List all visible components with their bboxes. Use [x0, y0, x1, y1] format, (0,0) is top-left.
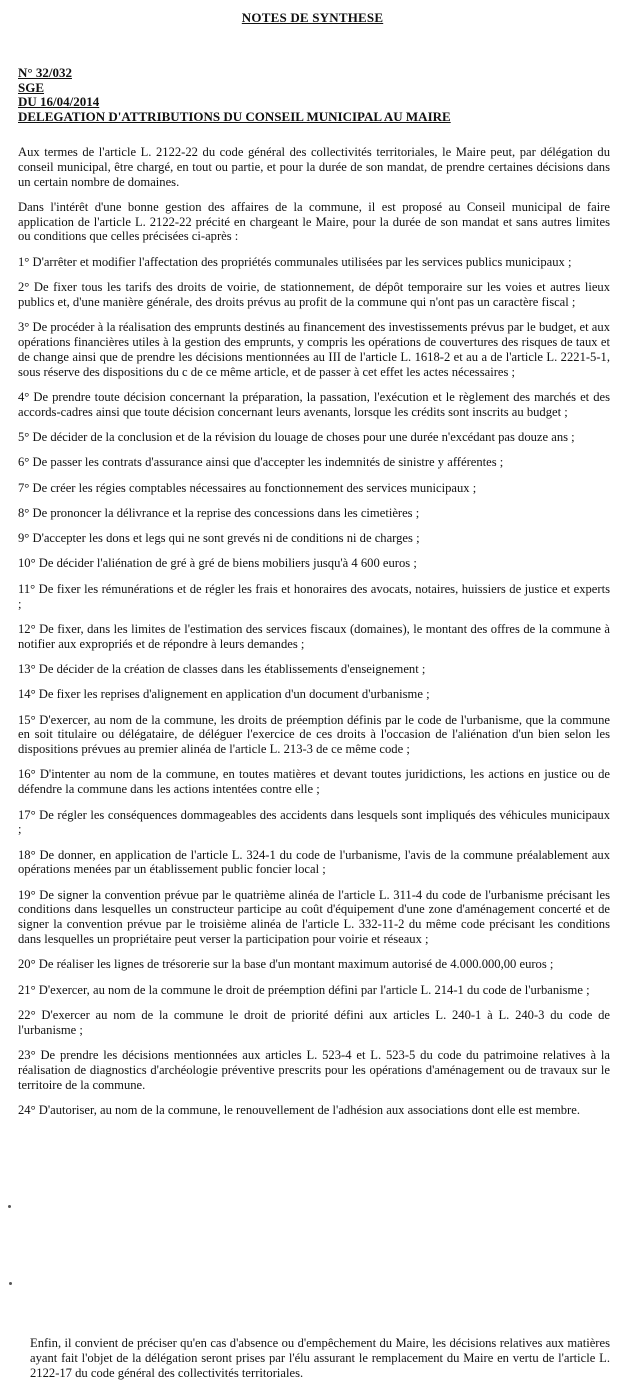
delegation-item: 11° De fixer les rémunérations et de régler les frais et honoraires des avocats, notaires, huissiers de justice et experts ; — [18, 581, 610, 611]
note-subject: DELEGATION D'ATTRIBUTIONS DU CONSEIL MUNICIPAL AU MAIRE — [18, 108, 451, 124]
scan-speck — [8, 1205, 11, 1208]
delegation-item: 16° D'intenter au nom de la commune, en toutes matières et devant toutes juridictions, les actions en justice ou de défendre la commune dans les actions intentées contre elle ; — [18, 767, 610, 797]
delegation-item: 19° De signer la convention prévue par le quatrième alinéa de l'article L. 311-4 du code de l'urbanisme précisant les conditions dans lesquelles un constructeur participe au coût d'équipement d'une zone d'aménagement concerté et de signer la convention prévue par le troisième alinéa de l'article L. 332-11-2 du même code précisant les conditions dans lesquelles un propriétaire peut verser la participation pour voirie et réseaux ; — [18, 887, 610, 947]
delegation-item: 15° D'exercer, au nom de la commune, les droits de préemption définis par le code de l'urbanisme, que la commune en soit titulaire ou délégataire, de déléguer l'exercice de ces droits à l'occasion de l'aliénation d'un bien selon les dispositions prévues au premier alinéa de l'article L. 213-3 de ce même code ; — [18, 712, 610, 757]
delegation-item: 5° De décider de la conclusion et de la révision du louage de choses pour une durée n'excédant pas douze ans ; — [18, 429, 575, 444]
delegation-item: 6° De passer les contrats d'assurance ainsi que d'accepter les indemnités de sinistre y afférentes ; — [18, 455, 504, 470]
note-date: DU 16/04/2014 — [18, 94, 100, 109]
delegation-item: 24° D'autoriser, au nom de la commune, le renouvellement de l'adhésion aux associations dont elle est membre. — [18, 1102, 580, 1117]
delegation-item: 4° De prendre toute décision concernant la préparation, la passation, l'exécution et le règlement des marchés et des accords-cadres ainsi que toute décision concernant leurs avenants, lorsque les crédits sont inscrits au budget ; — [18, 389, 610, 419]
delegation-item: 21° D'exercer, au nom de la commune le droit de préemption défini par l'article L. 214-1 du code de l'urbanisme ; — [18, 982, 590, 997]
delegation-item: 18° De donner, en application de l'article L. 324-1 du code de l'urbanisme, l'avis de la commune préalablement aux opérations menées par un établissement public foncier local ; — [18, 847, 610, 877]
delegation-item: 7° De créer les régies comptables nécessaires au fonctionnement des services municipaux ; — [18, 480, 477, 495]
document-body — [18, 145, 610, 1128]
delegation-item: 8° De prononcer la délivrance et la reprise des concessions dans les cimetières ; — [18, 505, 420, 520]
intro-paragraph: Aux termes de l'article L. 2122-22 du code général des collectivités territoriales, le Maire peut, par délégation du conseil municipal, être chargé, en tout ou partie, et pour la durée de son mandat, de prendre certaines décisions dans un certain nombre de domaines. — [18, 145, 610, 189]
delegation-item: 10° De décider l'aliénation de gré à gré de biens mobiliers jusqu'à 4 600 euros ; — [18, 556, 417, 571]
delegation-item: 3° De procéder à la réalisation des emprunts destinés au financement des investissements prévus par le budget, et aux opérations financières utiles à la gestion des emprunts, y compris les opérations de couvertures des risques de taux et de change ainsi que de prendre les décisions mentionnées au III de l'article L. 1618-2 et au a de l'article L. 2221-5-1, sous réserve des dispositions du c de ce même article, et de passer à cet effet les actes nécessaires ; — [18, 320, 610, 379]
delegation-item: 23° De prendre les décisions mentionnées aux articles L. 523-4 et L. 523-5 du code du patrimoine relatives à la réalisation de diagnostics d'archéologie préventive prescrits pour les opérations d'aménagement ou de travaux sur le territoire de la commune. — [18, 1048, 610, 1092]
closing-paragraph: Enfin, il convient de préciser qu'en cas d'absence ou d'empêchement du Maire, les décisions relatives aux matières ayant fait l'objet de la délégation seront prises par l'élu assurant le remplacement du Maire en vertu de l'article L. 2122-17 du code général des collectivités territoriales. — [30, 1335, 610, 1380]
document-title: NOTES DE SYNTHESE — [241, 10, 384, 25]
delegation-item: 1° D'arrêter et modifier l'affectation des propriétés communales utilisées par les services publics municipaux ; — [18, 254, 572, 269]
delegation-item: 20° De réaliser les lignes de trésorerie sur la base d'un montant maximum autorisé de 4.000.000,00 euros ; — [18, 957, 554, 972]
note-service: SGE — [18, 79, 45, 95]
scan-speck — [9, 1282, 12, 1285]
delegation-item: 13° De décider de la création de classes dans les établissements d'enseignement ; — [18, 661, 426, 676]
delegation-item: 14° De fixer les reprises d'alignement en application d'un document d'urbanisme ; — [18, 687, 430, 702]
note-header — [18, 66, 618, 124]
delegation-item: 12° De fixer, dans les limites de l'estimation des services fiscaux (domaines), le montant des offres de la commune à notifier aux expropriés et de répondre à leurs demandes ; — [18, 621, 610, 651]
intro-paragraph: Dans l'intérêt d'une bonne gestion des affaires de la commune, il est proposé au Conseil municipal de faire application de l'article L. 2122-22 précité en chargeant le Maire, pour la durée de son mandat et sans autres limites ou conditions que celles précisées ci-après : — [18, 199, 610, 244]
delegation-item: 9° D'accepter les dons et legs qui ne sont grevés ni de conditions ni de charges ; — [18, 531, 420, 546]
note-number: N° 32/032 — [18, 65, 72, 80]
delegation-item: 17° De régler les conséquences dommageables des accidents dans lesquels sont impliqués des véhicules municipaux ; — [18, 807, 610, 837]
delegation-item: 2° De fixer tous les tarifs des droits de voirie, de stationnement, de dépôt temporaire sur les voies et autres lieux publics et, d'une manière générale, des droits prévus au profit de la commune qui n'ont pas un caractère fiscal ; — [18, 280, 610, 309]
delegation-item: 22° D'exercer au nom de la commune le droit de priorité défini aux articles L. 240-1 à L. 240-3 du code de l'urbanisme ; — [18, 1007, 610, 1037]
